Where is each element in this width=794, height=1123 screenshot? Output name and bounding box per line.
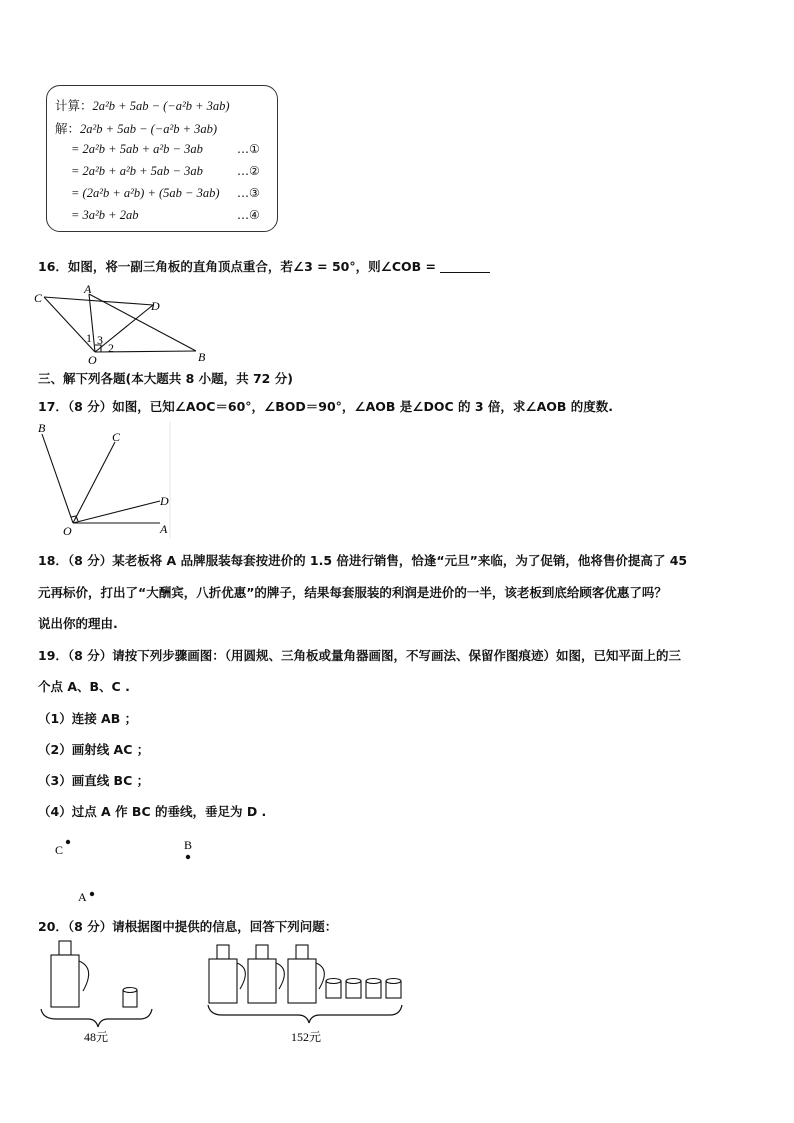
box-line-5: = 3a²b + 2ab (71, 208, 139, 222)
price-label-1: 48元 (84, 1030, 109, 1044)
section-3-heading: 三、解下列各题(本大题共 8 小题，共 72 分) (38, 371, 293, 386)
question-18-line-2: 元再标价，打出了“大酬宾，八折优惠”的牌子，结果每套服装的利润是进价的一半，该老板到底给顾客优惠了吗？ (38, 585, 667, 600)
cup-icon (386, 979, 401, 999)
cup-icon (366, 979, 381, 999)
point-A (90, 892, 94, 896)
label-O: O (88, 353, 97, 367)
question-18-line-1: 18．（8 分）某老板将 A 品牌服装每套按进价的 1.5 倍进行销售，恰逢“元旦”来临，为了促销，他将售价提高了 45 (38, 553, 688, 568)
point-B (186, 855, 190, 859)
cup-icon (123, 988, 137, 1008)
box-mark-2: …② (237, 164, 260, 178)
question-18-line-3: 说出你的理由. (38, 616, 118, 631)
point-C (66, 840, 70, 844)
label-O: O (63, 524, 72, 538)
q16-triangle-figure (30, 283, 220, 367)
label-angle-2: 2 (108, 341, 114, 355)
box-mark-3: …③ (237, 186, 260, 200)
label-A: A (78, 890, 87, 904)
price-label-2: 152元 (291, 1030, 322, 1044)
question-19-step-4: （4）过点 A 作 BC 的垂线，垂足为 D . (38, 804, 267, 819)
ray-OB (42, 434, 73, 523)
box-mark-1: …① (237, 142, 260, 156)
box-line-2: = 2a²b + 5ab + a²b − 3ab (71, 142, 203, 156)
label-B: B (38, 421, 46, 435)
ray-OD (73, 501, 160, 523)
question-20: 20．（8 分）请根据图中提供的信息，回答下列问题： (38, 919, 338, 934)
label-B: B (198, 350, 206, 364)
ray-OC (73, 442, 115, 523)
q17-angle-figure (30, 420, 180, 540)
thermos-icon (248, 945, 284, 1003)
question-16: 16．如图，将一副三角板的直角顶点重合，若∠3 = 50°，则∠COB = (38, 257, 490, 275)
label-A: A (160, 522, 168, 536)
line-CD (44, 297, 153, 305)
box-line-1: 解：2a²b + 5ab − (−a²b + 3ab) (55, 121, 218, 136)
label-C: C (112, 430, 121, 444)
label-C: C (55, 843, 64, 857)
line-AB (89, 294, 196, 351)
question-17: 17．（8 分）如图，已知∠AOC＝60°，∠BOD＝90°，∠AOB 是∠DOC 的 3 倍，求∠AOB 的度数. (38, 399, 614, 414)
question-19-line-1: 19．（8 分）请按下列步骤画图：（用圆规、三角板或量角器画图，不写画法、保留作图痕迹）如图，已知平面上的三 (38, 648, 681, 663)
brace-2 (208, 1005, 402, 1023)
cup-icon (346, 979, 361, 999)
label-angle-3: 3 (97, 333, 103, 347)
q20-thermos-cups-figure (36, 935, 416, 1047)
question-19-step-2: （2）画射线 AC ； (38, 742, 150, 757)
box-mark-4: …④ (237, 208, 260, 222)
thermos-icon (288, 945, 324, 1003)
box-line-3: = 2a²b + a²b + 5ab − 3ab (71, 164, 203, 178)
label-A: A (84, 283, 92, 296)
question-19-step-1: （1）连接 AB ； (38, 711, 138, 726)
cup-icon (326, 979, 341, 999)
question-19-line-2: 个点 A、B、C . (38, 679, 130, 694)
label-D: D (160, 494, 169, 508)
box-line-4: = (2a²b + a²b) + (5ab − 3ab) (71, 186, 220, 200)
label-C: C (34, 291, 43, 305)
thermos-icon (51, 941, 89, 1007)
label-D: D (151, 299, 160, 313)
label-B: B (184, 838, 193, 852)
answer-blank (440, 260, 490, 273)
brace-1 (41, 1009, 152, 1027)
label-angle-1: 1 (86, 331, 92, 345)
thermos-icon (209, 945, 245, 1003)
question-19-step-3: （3）画直线 BC ； (38, 773, 150, 788)
q19-points-figure (50, 832, 210, 907)
box-line-0: 计算：2a²b + 5ab − (−a²b + 3ab) (55, 98, 230, 113)
